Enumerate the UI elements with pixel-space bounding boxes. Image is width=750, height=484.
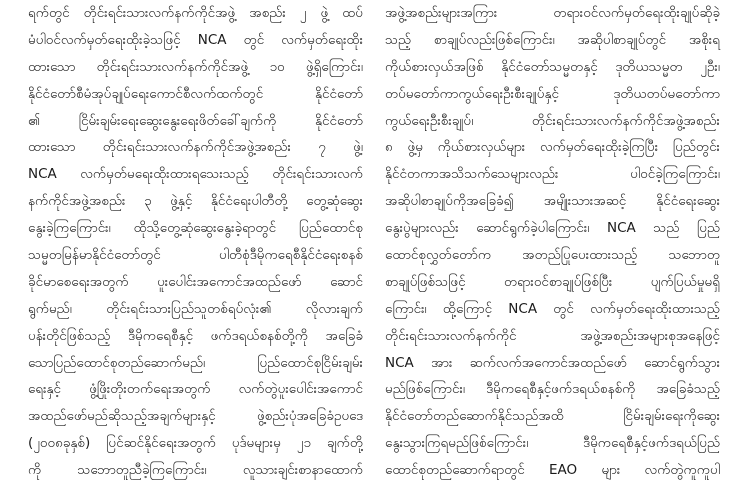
- text-line: ထားသော တိုင်းရင်းသားလက်နက်ကိုင်အဖွဲ့ ၁၀ ဖွဲ့ရှိကြောင်း၊: [28, 58, 363, 75]
- text-line: ကို သဘောတူညီခဲ့ကြကြောင်း၊ လူသားချင်းစာနာထောက်: [28, 462, 363, 479]
- text-line: အဖွဲ့အစည်းများအကြား တရားဝင်လက်မှတ်ရေးထိုးချုပ်ဆိုခဲ့: [385, 5, 720, 21]
- text-line: အဆိုပါစာချုပ်ကိုအခြေခံ၍ အမျိုးသားအဆင့် နိုင်ငံရေးဆွေး: [385, 193, 720, 210]
- text-line: မံပါဝင်လက်မှတ်ရေးထိုးခဲ့သဖြင့် NCA တွင် လက်မှတ်ရေးထိုး: [28, 31, 363, 48]
- text-line: NCA လက်မှတ်မရေးထိုးထားရသေးသည့် တိုင်းရင်းသားလက်: [28, 166, 363, 183]
- text-line: သမ္မတမြန်မာနိုင်ငံတော်တွင် ပါတီစုံဒီမိုကရေစီနိုင်ငံရေးစနစ်: [28, 247, 363, 264]
- text-line: ထောင်စုတည်ဆောက်ရာတွင် EAO များ လက်တွဲကူကူပါ: [385, 462, 720, 479]
- text-line: တပ်မတော်ကာကွယ်ရေးဦးစီးချုပ်နှင့် ဒုတိယတပ်မတော်ကာ: [385, 85, 720, 102]
- text-line: နိုင်ငံတော်စီမံအုပ်ချုပ်ရေးကောင်စီလက်ထက်တွင် နိုင်ငံတော်: [28, 85, 363, 102]
- text-line: ခိုင်မာစေရေးအတွက် ပူးပေါင်းအကောင်အထည်ဖော် ဆောင်: [28, 273, 363, 290]
- text-line: ၈ ဖွဲ့မှ ကိုယ်စားလှယ်များ လက်မှတ်ရေးထိုးခဲ့ကြပြီး ပြည်တွင်း: [385, 139, 720, 156]
- text-line: နွေးပွဲများလည်း ဆောင်ရွက်ခဲ့ပါကြောင်း၊ NCA သည် ပြည်: [385, 220, 720, 237]
- text-line: နွေးသွားကြရမည်ဖြစ်ကြောင်း၊ ဒီမိုကရေစီနှင့်ဖက်ဒရယ်ပြည်: [385, 435, 720, 452]
- text-line: ရေးနှင့် ဖွံ့ဖြိုးတိုးတက်ရေးအတွက် လက်တွဲပူးပေါင်းအကောင်: [28, 381, 363, 398]
- text-line: အထည်ဖော်မည်ဆိုသည့်အချက်များနှင့် ဖွဲ့စည်းပုံအခြေခံဥပဒေ: [28, 408, 363, 425]
- text-line: (၂၀၀၈ခုနှစ်) ပြင်ဆင်နိုင်ရေးအတွက် ပုဒ်မများမှ ၂၁ ချက်တို့: [28, 435, 363, 452]
- text-line: NCA အား ဆက်လက်အကောင်အထည်ဖော် ဆောင်ရွက်သွား: [385, 354, 720, 371]
- right-text-column: [385, 0, 720, 484]
- text-line: ထားသော တိုင်းရင်းသားလက်နက်ကိုင်အဖွဲ့အစည်း ၇ ဖွဲ့၊: [28, 139, 363, 156]
- text-line: ထောင်စုလွှတ်တော်က အတည်ပြုပေးထားသည့် သဘောတူ: [385, 247, 720, 264]
- text-line: ကွယ်ရေးဦးစီးချုပ်၊ တိုင်းရင်းသားလက်နက်ကိုင်အဖွဲ့အစည်း: [385, 112, 720, 129]
- text-line: စာချုပ်ဖြစ်သဖြင့် တရားဝင်စာချုပ်ဖြစ်ပြီး ပျက်ပြယ်မှုမရှိ: [385, 273, 720, 290]
- text-line: ကိုယ်စားလှယ်အဖြစ် နိုင်ငံတော်သမ္မတနှင့် ဒုတိယသမ္မတ ၂ဦး၊: [385, 58, 720, 75]
- left-text-column: [28, 0, 363, 484]
- text-line: နိုင်ငံတော်တည်ဆောက်နိုင်သည်အထိ ငြိမ်းချမ်းရေးကိုဆွေး: [385, 408, 720, 425]
- text-line: သည့် စာချုပ်လည်းဖြစ်ကြောင်း၊ အဆိုပါစာချုပ်တွင် အစိုးရ: [385, 31, 720, 48]
- text-line: ရက်တွင် တိုင်းရင်းသားလက်နက်ကိုင်အဖွဲ့ အစည်း ၂ ဖွဲ့ ထပ်: [28, 5, 363, 21]
- text-line: နိုင်ငံတကာအသိသက်သေများလည်း ပါဝင်ခဲ့ကြကြောင်း၊: [385, 166, 720, 183]
- text-line: နွေးခဲ့ကြကြောင်း၊ ထိုသို့တွေ့ဆုံဆွေးနွေးခဲ့ရာတွင် ပြည်ထောင်စု: [28, 220, 363, 237]
- text-line: ၏ ငြိမ်းချမ်းရေးဆွေးနွေးရေးဖိတ်ခေါ်ချက်ကို နိုင်ငံတော်: [28, 112, 363, 129]
- text-line: မည်ဖြစ်ကြောင်း၊ ဒီမိုကရေစီနှင့်ဖက်ဒရယ်စနစ်ကို အခြေခံသည့်: [385, 381, 720, 398]
- text-line: ကြောင်း၊ ထို့ကြောင့် NCA တွင် လက်မှတ်ရေးထိုးထားသည့်: [385, 300, 720, 317]
- text-line: တိုင်းရင်းသားလက်နက်ကိုင် အဖွဲ့အစည်းအများစုအနေဖြင့်: [385, 327, 720, 344]
- text-line: ရွက်မည်၊ တိုင်းရင်းသားပြည်သူတစ်ရပ်လုံး၏ လိုလားချက်: [28, 300, 363, 317]
- text-line: ပန်းတိုင်ဖြစ်သည့် ဒီမိုကရေစီနှင့် ဖက်ဒရယ်စနစ်တို့ကို အခြေခံ: [28, 327, 363, 344]
- text-line: နက်ကိုင်အဖွဲ့အစည်း ၃ ဖွဲ့နှင့် နိုင်ငံရေးပါတီတို့ တွေ့ဆုံဆွေး: [28, 193, 363, 210]
- text-line: သောပြည်ထောင်စုတည်ဆောက်မည်၊ ပြည်ထောင်စုငြိမ်းချမ်း: [28, 354, 363, 371]
